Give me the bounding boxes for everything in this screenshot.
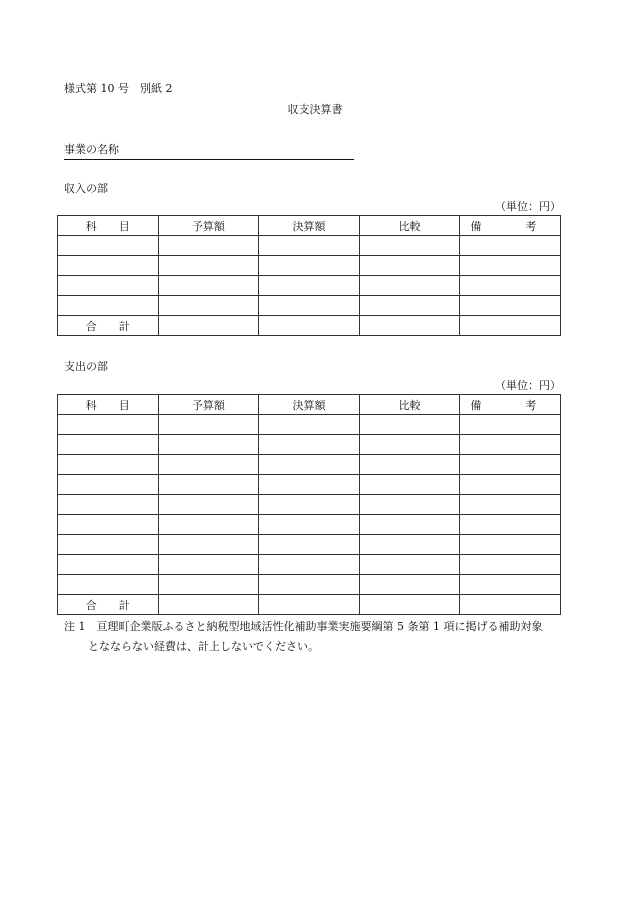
total-label: 合 計: [58, 316, 159, 336]
table-cell[interactable]: [158, 475, 259, 495]
table-cell[interactable]: [359, 555, 460, 575]
total-cell[interactable]: [158, 595, 259, 615]
column-header: 予算額: [158, 395, 259, 415]
table-cell[interactable]: [58, 515, 159, 535]
note-line-2: となならない経費は、計上しないでください。: [88, 640, 319, 653]
table-cell[interactable]: [460, 535, 561, 555]
table-cell[interactable]: [460, 236, 561, 256]
table-row: [58, 256, 561, 276]
table-cell[interactable]: [158, 535, 259, 555]
table-cell[interactable]: [259, 296, 360, 316]
table-cell[interactable]: [359, 455, 460, 475]
column-header: 科 目: [58, 216, 159, 236]
table-cell[interactable]: [259, 475, 360, 495]
table-cell[interactable]: [58, 296, 159, 316]
table-cell[interactable]: [58, 415, 159, 435]
table-cell[interactable]: [58, 535, 159, 555]
column-header: 科 目: [58, 395, 159, 415]
table-cell[interactable]: [460, 415, 561, 435]
table-cell[interactable]: [259, 495, 360, 515]
table-row: [58, 535, 561, 555]
table-row: [58, 236, 561, 256]
table-cell[interactable]: [259, 236, 360, 256]
table-cell[interactable]: [158, 495, 259, 515]
table-cell[interactable]: [58, 256, 159, 276]
table-cell[interactable]: [359, 236, 460, 256]
total-cell[interactable]: [359, 595, 460, 615]
note: [64, 617, 584, 657]
table-cell[interactable]: [158, 435, 259, 455]
table-cell[interactable]: [58, 455, 159, 475]
table-cell[interactable]: [158, 415, 259, 435]
table-cell[interactable]: [359, 575, 460, 595]
total-row: [58, 595, 561, 615]
table-cell[interactable]: [359, 515, 460, 535]
project-name-label: 事業の名称: [64, 143, 119, 156]
income-unit: （単位：円）: [495, 200, 561, 213]
table-row: [58, 475, 561, 495]
table-row: [58, 276, 561, 296]
table-cell[interactable]: [58, 435, 159, 455]
column-header: 備 考: [460, 395, 561, 415]
table-cell[interactable]: [58, 495, 159, 515]
table-row: [58, 495, 561, 515]
form-number: 様式第 10 号 別紙 2: [64, 82, 173, 95]
table-cell[interactable]: [359, 276, 460, 296]
table-cell[interactable]: [460, 575, 561, 595]
expense-unit: （単位：円）: [495, 379, 561, 392]
table-cell[interactable]: [460, 455, 561, 475]
table-row: [58, 575, 561, 595]
table-cell[interactable]: [259, 256, 360, 276]
table-row: [58, 455, 561, 475]
table-cell[interactable]: [158, 256, 259, 276]
total-cell[interactable]: [259, 595, 360, 615]
table-cell[interactable]: [58, 236, 159, 256]
table-cell[interactable]: [259, 555, 360, 575]
table-cell[interactable]: [359, 256, 460, 276]
table-cell[interactable]: [259, 455, 360, 475]
expense-table: [57, 394, 561, 615]
table-cell[interactable]: [58, 575, 159, 595]
table-cell[interactable]: [158, 515, 259, 535]
table-row: [58, 555, 561, 575]
table-cell[interactable]: [359, 495, 460, 515]
income-section-title: 収入の部: [64, 182, 108, 195]
table-row: [58, 435, 561, 455]
total-cell[interactable]: [359, 316, 460, 336]
table-cell[interactable]: [460, 435, 561, 455]
table-row: [58, 515, 561, 535]
table-cell[interactable]: [259, 276, 360, 296]
table-cell[interactable]: [158, 276, 259, 296]
table-row: [58, 296, 561, 316]
table-cell[interactable]: [460, 555, 561, 575]
column-header: 備 考: [460, 216, 561, 236]
total-cell[interactable]: [259, 316, 360, 336]
table-cell[interactable]: [259, 415, 360, 435]
column-header: 比較: [359, 216, 460, 236]
table-cell[interactable]: [158, 575, 259, 595]
expense-header-row: [58, 395, 561, 415]
table-cell[interactable]: [460, 256, 561, 276]
column-header: 予算額: [158, 216, 259, 236]
column-header: 比較: [359, 395, 460, 415]
table-cell[interactable]: [158, 296, 259, 316]
total-cell[interactable]: [460, 595, 561, 615]
table-cell[interactable]: [259, 435, 360, 455]
document-title: 収支決算書: [287, 103, 343, 116]
table-cell[interactable]: [359, 435, 460, 455]
table-cell[interactable]: [158, 555, 259, 575]
total-row: [58, 316, 561, 336]
table-row: [58, 415, 561, 435]
table-cell[interactable]: [460, 296, 561, 316]
table-cell[interactable]: [58, 276, 159, 296]
table-cell[interactable]: [460, 475, 561, 495]
income-table: [57, 215, 561, 336]
table-cell[interactable]: [359, 475, 460, 495]
table-cell[interactable]: [359, 535, 460, 555]
note-line-1: 注 1 亘理町企業版ふるさと納税型地域活性化補助事業実施要綱第 5 条第 1 項に掲げる補助対象: [64, 620, 543, 633]
total-label: 合 計: [58, 595, 159, 615]
income-header-row: [58, 216, 561, 236]
table-cell[interactable]: [359, 415, 460, 435]
table-cell[interactable]: [158, 236, 259, 256]
table-cell[interactable]: [460, 495, 561, 515]
table-cell[interactable]: [58, 555, 159, 575]
column-header: 決算額: [259, 216, 360, 236]
column-header: 決算額: [259, 395, 360, 415]
table-cell[interactable]: [359, 296, 460, 316]
table-cell[interactable]: [460, 515, 561, 535]
total-cell[interactable]: [460, 316, 561, 336]
table-cell[interactable]: [58, 475, 159, 495]
total-cell[interactable]: [158, 316, 259, 336]
table-cell[interactable]: [158, 455, 259, 475]
table-cell[interactable]: [460, 276, 561, 296]
table-cell[interactable]: [259, 515, 360, 535]
table-cell[interactable]: [259, 575, 360, 595]
project-name-field[interactable]: [64, 141, 354, 160]
expense-section-title: 支出の部: [64, 360, 108, 373]
table-cell[interactable]: [259, 535, 360, 555]
